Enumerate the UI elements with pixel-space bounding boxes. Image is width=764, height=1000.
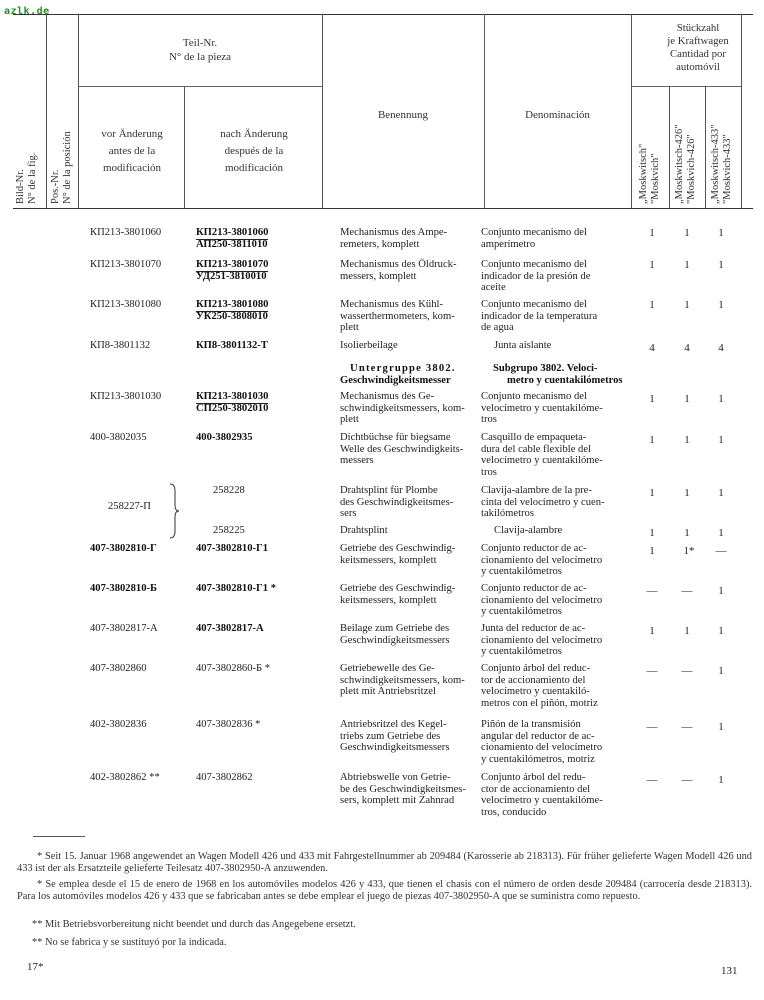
qty-433: 1 <box>718 227 724 239</box>
benennung-text: Getriebewelle des Ge- schwindigkeitsmessers, kom- plett mit Antriebsritzel <box>340 663 465 698</box>
benennung-text: Drahtsplint für Plombe des Geschwindigkeitsmes- sers <box>340 485 454 520</box>
qty-433: 1 <box>718 665 724 677</box>
vor-part-number: КП213-3801080 <box>90 299 162 310</box>
denominacion-text: Casquillo de empaqueta- dura del cable flexible del velocímetro y cuentakilóme- tros <box>481 432 603 478</box>
col-rule-3 <box>184 86 185 208</box>
vor-part-number: 407-3802810-Б <box>90 583 158 594</box>
footnote-es-2: ** No se fabrica y se sustituyó por la indicada. <box>32 937 227 948</box>
denominacion-text: Clavija-alambre <box>494 525 563 536</box>
qty-moskvich: 1 <box>649 434 655 446</box>
denominacion-text: Piñón de la transmisión angular del reductor de ac- cionamiento del velocímetro y cuentakilómetros, motriz <box>481 719 603 765</box>
qty-moskvich: 1 <box>649 527 655 539</box>
denominacion-text: Conjunto mecanismo del indicador de la temperatura de agua <box>481 299 598 334</box>
brace-icon <box>168 483 180 539</box>
col-rule-8 <box>705 86 706 208</box>
qty-426: — <box>681 585 693 597</box>
benennung-text: Mechanismus des Ampe- remeters, komplett <box>340 227 448 250</box>
qty-433: 1 <box>718 393 724 405</box>
footnote-rule <box>33 836 85 837</box>
subgroup-heading-de: Untergruppe 3802. Geschwindigkeitsmesser <box>340 363 456 386</box>
vor-part-number: 402-3802862 ** <box>90 772 160 783</box>
vor-part-number: КП8-3801132 <box>90 340 151 351</box>
qty-433: 1 <box>718 487 724 499</box>
benennung-text: Mechanismus des Kühl- wasserthermometers, kom- plett <box>340 299 455 334</box>
watermark: azlk.de <box>4 6 50 17</box>
benennung-text: Beilage zum Getriebe des Geschwindigkeitsmessers <box>340 623 450 646</box>
nach-part-number: КП213-3801060 АП250-3811010 <box>196 227 269 250</box>
vor-part-number: 407-3802817-А <box>90 623 158 634</box>
benennung-text: Isolierbeilage <box>340 340 398 351</box>
header-stueckzahl: Stückzahl je Kraftwagen Cantidad por automóvil <box>667 22 729 73</box>
qty-426: 1 <box>684 625 690 637</box>
qty-426: 1 <box>684 434 690 446</box>
nach-part-number: 407-3802862 <box>196 772 253 783</box>
header-benennung: Benennung <box>377 109 429 121</box>
vor-part-number: 258227-П <box>108 501 151 512</box>
nach-part-number: КП213-3801070 УД251-3810010 <box>196 259 269 282</box>
nach-part-number: 407-3802817-А <box>196 623 264 634</box>
subgroup-heading-es: Subgrupo 3802. Veloci- metro y cuentakilómetros <box>493 363 623 386</box>
nach-part-number: 258225 <box>213 525 245 536</box>
qty-moskvich: 1 <box>649 259 655 271</box>
denominacion-text: Clavija-alambre de la pre- cinta del velocímetro y cuen- takilómetros <box>481 485 605 520</box>
benennung-text: Dichtbüchse für biegsame Welle des Geschwindigkeits- messers <box>340 432 464 467</box>
qty-moskvich: 1 <box>649 299 655 311</box>
qty-moskvich: 1 <box>649 545 655 557</box>
nach-part-number: 407-3802836 * <box>196 719 261 730</box>
footnote-de-1: * Seit 15. Januar 1968 angewendet an Wagen Modell 426 und 433 mit Fahrgestellnummer ab 209484 (Karosserie ab 218313). Für früher gelieferte Wagen Modell 426 und 433 ist der als Ersatzteile gelieferte Teilesatz 407-3802950-A anzuwenden. <box>17 851 752 874</box>
qty-433: 1 <box>718 434 724 446</box>
nach-part-number: 400-3802935 <box>196 432 253 443</box>
vor-part-number: КП213-3801030 <box>90 391 162 402</box>
denominacion-text: Conjunto reductor de ac- cionamiento del velocímetro y cuentakilómetros <box>481 543 603 578</box>
col-rule-6 <box>631 14 632 208</box>
page-number: 131 <box>721 965 738 977</box>
header-denominacion: Denominación <box>525 109 590 121</box>
header-pos-nr: Pos.-Nr. N° de la posición <box>50 131 73 204</box>
denominacion-text: Conjunto árbol del reduc- tor de accionamiento del velocímetro y cuentakiló- metros con el piñón, motriz <box>481 663 598 709</box>
qty-433: 1 <box>718 527 724 539</box>
qty-426: — <box>681 774 693 786</box>
header-model-moskvich: „Moskwitsch" "Moskvich" <box>638 143 661 204</box>
denominacion-text: Conjunto mecanismo del amperímetro <box>481 227 587 250</box>
qty-426: 1 <box>684 487 690 499</box>
benennung-text: Antriebsritzel des Kegel- triebs zum Getriebe des Geschwindigkeitsmessers <box>340 719 450 754</box>
qty-426: 1 <box>684 393 690 405</box>
nach-part-number: 407-3802810-Г1 <box>196 543 269 554</box>
qty-moskvich: — <box>646 585 658 597</box>
qty-moskvich: 1 <box>649 393 655 405</box>
qty-426: — <box>681 665 693 677</box>
qty-moskvich: 4 <box>649 342 655 354</box>
qty-426: 1 <box>684 527 690 539</box>
footnote-es-1: * Se emplea desde el 15 de enero de 1968 en los automóviles modelos 426 y 433, que tienen el chasis con el número de orden desde 209484 (carrocería desde 218313). Para los automóviles modelos 426 y 433 que se fabricaban antes se debe emplear el juego de piezas 407-3802950-A que se suministra como repuesto. <box>17 879 752 902</box>
qty-426: 1* <box>683 545 695 557</box>
nach-part-number: 258228 <box>213 485 245 496</box>
benennung-text: Mechanismus des Öldruck- messers, komplett <box>340 259 457 282</box>
col-rule-1 <box>46 14 47 208</box>
qty-moskvich: 1 <box>649 625 655 637</box>
denominacion-text: Conjunto mecanismo del indicador de la presión de aceite <box>481 259 591 294</box>
denominacion-text: Conjunto árbol del redu- ctor de accionamiento del velocímetro y cuentakilóme- tros, conducido <box>481 772 603 818</box>
header-teil-nr: Teil-Nr. N° de la pieza <box>168 37 232 63</box>
header-bild-nr: Bild-Nr. N° de la fig. <box>15 152 38 204</box>
qty-433: 1 <box>718 585 724 597</box>
col-rule-7 <box>669 86 670 208</box>
benennung-text: Mechanismus des Ge- schwindigkeitsmessers, kom- plett <box>340 391 465 426</box>
denominacion-text: Junta aislante <box>494 340 552 351</box>
qty-moskvich: — <box>646 774 658 786</box>
table-header-bottom-rule <box>13 208 753 209</box>
stueckzahl-divider <box>631 86 741 87</box>
nach-part-number: КП8-3801132-Т <box>196 340 268 351</box>
header-model-433: „Moskwitsch-433" "Moskvich-433" <box>710 124 733 204</box>
footnote-de-2: ** Mit Betriebsvorbereitung nicht beendet und durch das Angegebene ersetzt. <box>32 919 356 930</box>
qty-426: 1 <box>684 299 690 311</box>
qty-433: 4 <box>718 342 724 354</box>
qty-moskvich: — <box>646 665 658 677</box>
vor-part-number: 407-3802810-Г <box>90 543 157 554</box>
denominacion-text: Junta del reductor de ac- cionamiento del velocímetro y cuentakilómetros <box>481 623 603 658</box>
header-model-426: „Moskwitsch-426" "Moskvich-426" <box>674 124 697 204</box>
denominacion-text: Conjunto reductor de ac- cionamiento del velocímetro y cuentakilómetros <box>481 583 603 618</box>
qty-433: 1 <box>718 259 724 271</box>
nach-part-number: 407-3802810-Г1 * <box>196 583 277 594</box>
vor-part-number: КП213-3801060 <box>90 227 162 238</box>
qty-moskvich: — <box>646 721 658 733</box>
nach-part-number: КП213-3801080 УК250-3808010 <box>196 299 269 322</box>
qty-426: — <box>681 721 693 733</box>
vor-part-number: 400-3802035 <box>90 432 147 443</box>
benennung-text: Getriebe des Geschwindig- keitsmessers, komplett <box>340 543 456 566</box>
benennung-text: Drahtsplint <box>340 525 388 536</box>
qty-433: — <box>715 545 727 557</box>
table-top-rule <box>13 14 753 15</box>
vor-part-number: 407-3802860 <box>90 663 147 674</box>
qty-426: 1 <box>684 227 690 239</box>
benennung-text: Abtriebswelle von Getrie- be des Geschwindigkeitsmes- sers, komplett mit Zahnrad <box>340 772 466 807</box>
qty-433: 1 <box>718 625 724 637</box>
qty-433: 1 <box>718 299 724 311</box>
page-signature: 17* <box>27 961 44 973</box>
qty-433: 1 <box>718 774 724 786</box>
denominacion-text: Conjunto mecanismo del velocímetro y cuentakilóme- tros <box>481 391 603 426</box>
vor-part-number: 402-3802836 <box>90 719 147 730</box>
qty-426: 4 <box>684 342 690 354</box>
nach-part-number: 407-3802860-Б * <box>196 663 271 674</box>
vor-part-number: КП213-3801070 <box>90 259 162 270</box>
qty-moskvich: 1 <box>649 487 655 499</box>
qty-moskvich: 1 <box>649 227 655 239</box>
teil-nr-divider <box>78 86 322 87</box>
qty-433: 1 <box>718 721 724 733</box>
nach-part-number: КП213-3801030 СП250-3802010 <box>196 391 269 414</box>
header-vor-aenderung: vor Änderung antes de la modificación <box>101 128 163 174</box>
header-nach-aenderung: nach Änderung después de la modificación <box>220 128 288 174</box>
qty-426: 1 <box>684 259 690 271</box>
benennung-text: Getriebe des Geschwindig- keitsmessers, komplett <box>340 583 456 606</box>
